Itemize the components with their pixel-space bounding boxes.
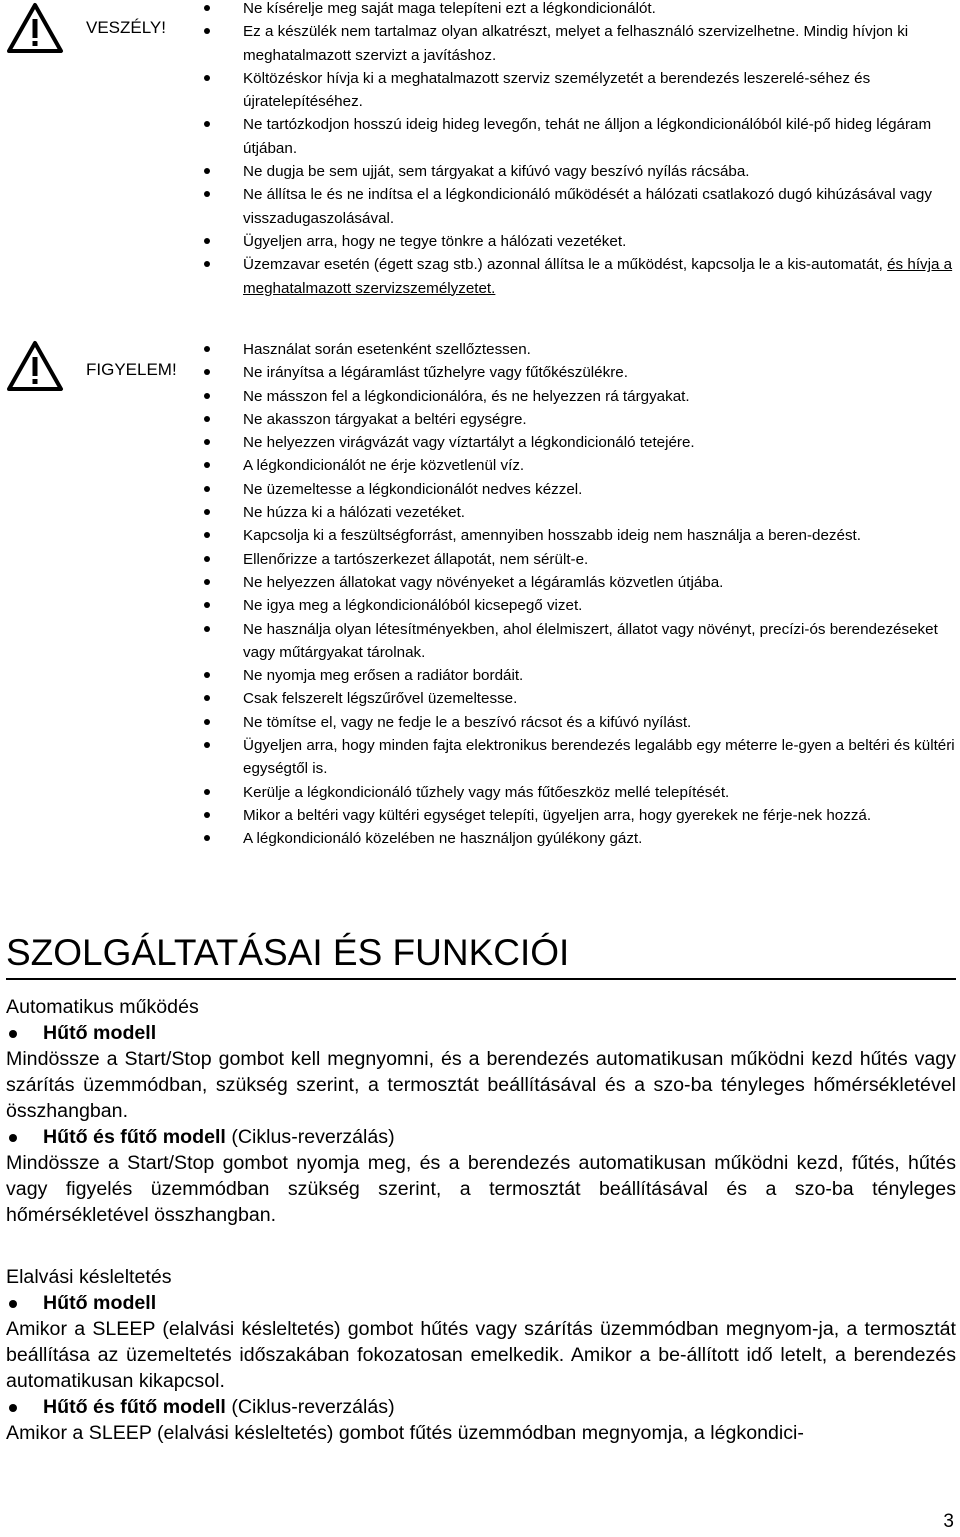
list-item: Ne dugja be sem ujját, sem tárgyakat a kifúvó vagy beszívó nyílás rácsába. (204, 160, 956, 183)
list-item: Mikor a beltéri vagy kültéri egységet telepíti, ügyeljen arra, hogy gyerekek ne férje-nek hozzá. (204, 804, 956, 827)
list-item: Ne használja olyan létesítményekben, ahol élelmiszert, állatot vagy növényt, precízi-ós berendezéseket vagy műtárgyakat tárolnak. (204, 618, 956, 665)
warning-triangle-icon (6, 2, 64, 54)
list-item: Ne tömítse el, vagy ne fedje le a beszívó rácsot és a kifúvó nyílást. (204, 711, 956, 734)
list-item (204, 253, 956, 300)
list-item: Ne irányítsa a légáramlást tűzhelyre vagy fűtőkészülékre. (204, 361, 956, 384)
cool-model-heading: Hűtő modell (6, 1020, 956, 1046)
list-item: Ne kísérelje meg saját maga telepíteni ezt a légkondicionálót. (204, 0, 956, 20)
list-item: Ne üzemeltesse a légkondicionálót nedves kézzel. (204, 478, 956, 501)
list-item: Ne nyomja meg erősen a radiátor bordáit. (204, 664, 956, 687)
list-item: Kerülje a légkondicionáló tűzhely vagy más fűtőeszköz mellé telepítését. (204, 781, 956, 804)
paragraph: Amikor a SLEEP (elalvási késleltetés) gombot fűtés üzemmódban megnyomja, a légkondici- (6, 1422, 804, 1444)
list-item: Ez a készülék nem tartalmaz olyan alkatrészt, melyet a felhasználó szervizelhetne. Mindig hívjon ki meghatalmazott szervizt a javításhoz. (204, 20, 956, 67)
list-item: Ne tartózkodjon hosszú ideig hideg levegőn, tehát ne álljon a légkondicionálóból kilé-pő hideg légáram útjában. (204, 113, 956, 160)
section-title: SZOLGÁLTATÁSAI ÉS FUNKCIÓI (6, 928, 956, 980)
list-item: Ne igya meg a légkondicionálóból kicsepegő vizet. (204, 594, 956, 617)
heat-model-heading (6, 1124, 956, 1150)
list-item: Csak felszerelt légszűrővel üzemeltesse. (204, 687, 956, 710)
list-item: Ügyeljen arra, hogy ne tegye tönkre a hálózati vezetéket. (204, 230, 956, 253)
list-item: Ne helyezzen virágvázát vagy víztartályt a légkondicionáló tetejére. (204, 431, 956, 454)
heat-model-suffix: (Ciklus-reverzálás) (225, 1396, 395, 1418)
auto-operation-block (6, 994, 956, 1228)
list-item: A légkondicionáló közelében ne használjon gyúlékony gázt. (204, 827, 956, 850)
heat-model-title: Hűtő és fűtő modell (43, 1126, 226, 1148)
list-item: Használat során esetenként szellőztessen. (204, 338, 956, 361)
list-item: Ne másszon fel a légkondicionálóra, és ne helyezzen rá tárgyakat. (204, 385, 956, 408)
list-item: Ne helyezzen állatokat vagy növényeket a légáramlás közvetlen útjába. (204, 571, 956, 594)
sleep-delay-block (6, 1264, 956, 1446)
heat-model-title: Hűtő és fűtő modell (43, 1396, 226, 1418)
list-item: Ne húzza ki a hálózati vezetéket. (204, 501, 956, 524)
heat-model-heading (6, 1394, 956, 1420)
list-item: Költözéskor hívja ki a meghatalmazott szerviz személyzetét a berendezés leszerelé-séhez és újratelepítéséhez. (204, 67, 956, 114)
warning-triangle-icon (6, 340, 64, 392)
page-number: 3 (943, 1511, 954, 1532)
list-item: Kapcsolja ki a feszültségforrást, amennyiben hosszabb ideig nem használja a beren-dezést. (204, 524, 956, 547)
list-item: A légkondicionálót ne érje közvetlenül víz. (204, 454, 956, 477)
danger-label: VESZÉLY! (86, 18, 166, 37)
list-item: Ügyeljen arra, hogy minden fajta elektronikus berendezés legalább egy méterre le-gyen a beltéri és kültéri egységtől is. (204, 734, 956, 781)
caution-label: FIGYELEM! (86, 360, 177, 379)
underlined-text: és hívja a meghatalmazott szervizszemélyzetet. (243, 256, 953, 297)
cool-model-heading: Hűtő modell (6, 1290, 956, 1316)
danger-list (204, 0, 956, 300)
heat-model-suffix: (Ciklus-reverzálás) (225, 1126, 395, 1148)
paragraph: Amikor a SLEEP (elalvási késleltetés) gombot hűtés vagy szárítás üzemmódban megnyom-ja, a termosztát beállítása az üzemeltetés időszakában fokozatosan emelkedik. Amikor a be-állított idő letelt, a berendezés automatikusan kikapcsol. (6, 1318, 956, 1392)
sleep-heading: Elalvási késleltetés (6, 1266, 172, 1288)
list-item-text: Üzemzavar esetén (égett szag stb.) azonnal állítsa le a működést, kapcsolja le a kis-automatát, (243, 256, 888, 274)
caution-list (204, 338, 956, 851)
auto-heading: Automatikus működés (6, 996, 199, 1018)
paragraph: Mindössze a Start/Stop gombot kell megnyomni, és a berendezés automatikusan működni kezd hűtés vagy szárítás üzemmódban, szükség szerint, a termosztát beállításával és a szo-ba tényleges hőmérsékletével összhangban. (6, 1048, 956, 1122)
paragraph: Mindössze a Start/Stop gombot nyomja meg, és a berendezés automatikusan működni kezd, fűtés, hűtés vagy figyelés üzemmódban szükség szerint, a termosztát beállításával és a szo-ba tényleges hőmérsékletével összhangban. (6, 1152, 956, 1226)
list-item: Ne állítsa le és ne indítsa el a légkondicionáló működését a hálózati csatlakozó dugó kihúzásával vagy visszadugaszolásával. (204, 183, 956, 230)
list-item: Ne akasszon tárgyakat a beltéri egységre. (204, 408, 956, 431)
list-item: Ellenőrizze a tartószerkezet állapotát, nem sérült-e. (204, 548, 956, 571)
